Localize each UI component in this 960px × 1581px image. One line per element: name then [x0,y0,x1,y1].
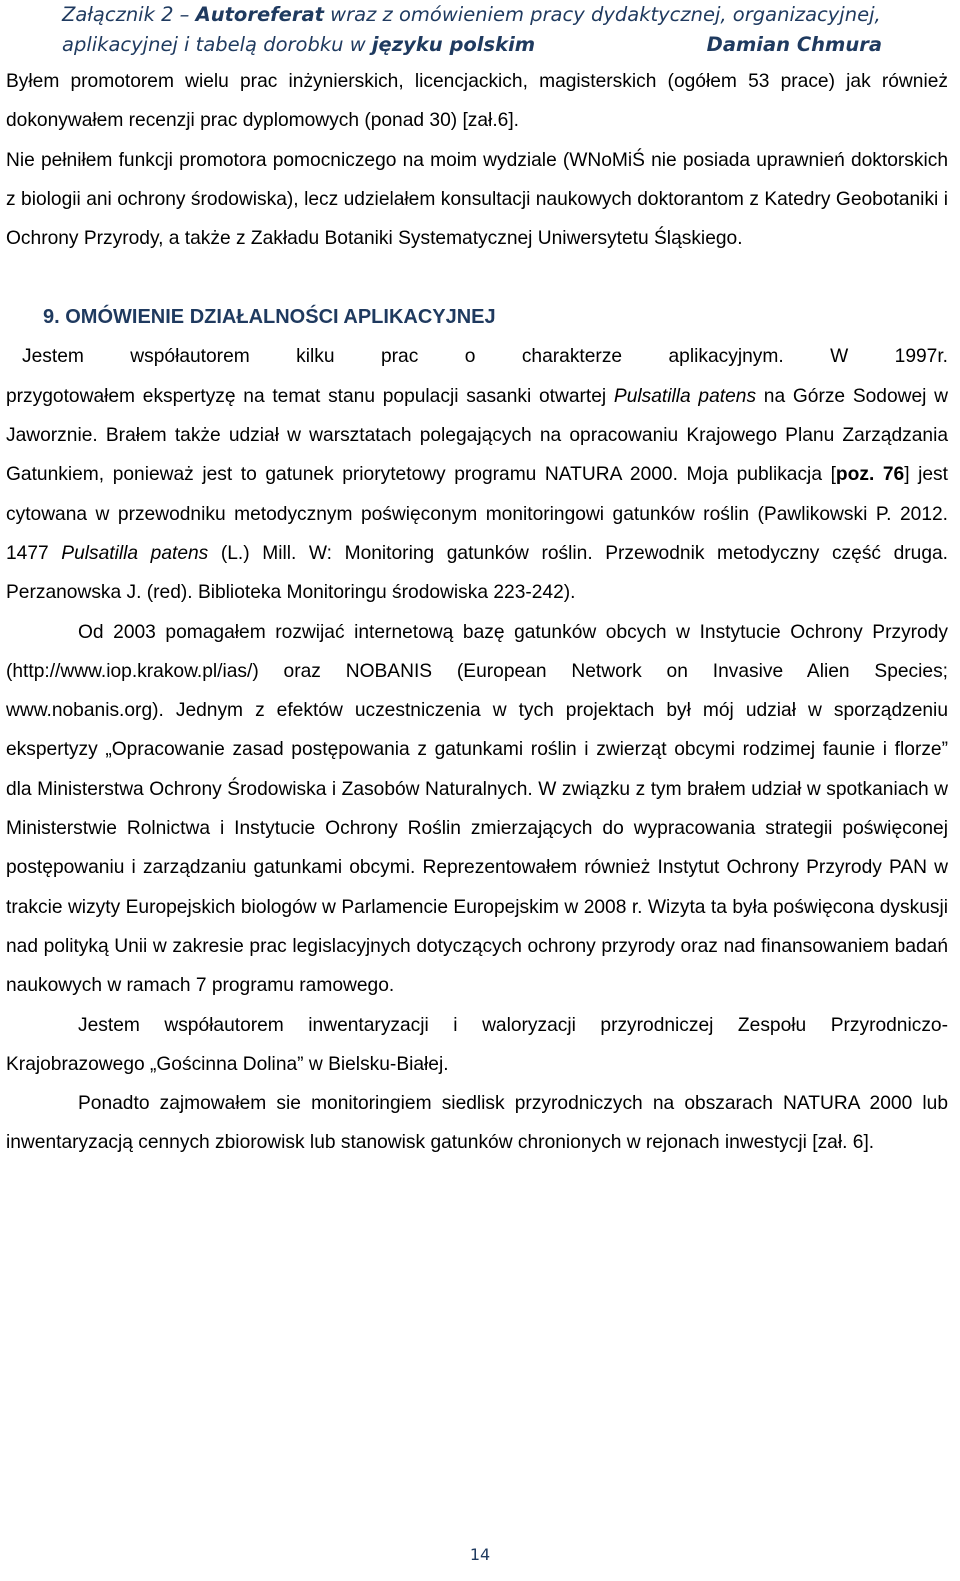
header-text [62,30,535,60]
paragraph-alien-species: Od 2003 pomagałem rozwijać internetową bazę gatunków obcych w Instytucie Ochrony Przyrody (http://www.iop.krakow.pl/ias/) oraz NOBANIS (European Network on Invasive Alien Species; www.nobanis.org). Jednym z efektów uczestniczenia w tych projektach był mój udział w sporządzeniu ekspertyzy „Opracowanie zasad postępowania z gatunkami roślin i zwierząt obcymi rodzimej faunie i florze” dla Ministerstwa Ochrony Środowiska i Zasobów Naturalnych. W związku z tym brałem udział w spotkaniach w Ministerstwie Rolnictwa i Instytucie Ochrony Roślin zmierzających do wypracowania strategii poświęconej postępowaniu i zarządzaniu gatunkami obcymi. Reprezentowałem również Instytut Ochrony Przyrody PAN w trakcie wizyty Europejskich biologów w Parlamencie Europejskim w 2008 r. Wizyta ta była poświęcona dyskusji nad polityką Unii w zakresie prac legislacyjnych dotyczących ochrony przyrody oraz nad finansowaniem badań naukowych w ramach 7 programu ramowego. [6,621,948,997]
header-line-2 [62,30,882,60]
document-body [6,62,948,1163]
paragraph-applied-line1: Jestem współautorem kilku prac o charakterze aplikacyjnym. W 1997r. [22,346,948,368]
species-name: Pulsatilla patens [613,385,757,407]
species-name: Pulsatilla patens [61,542,209,564]
page-number: 14 [469,1545,491,1564]
paragraph-consultations: Nie pełniłem funkcji promotora pomocniczego na moim wydziale (WNoMiŚ nie posiada uprawnień doktorskich z biologii ani ochrony środowiska), lecz udzielałem konsultacji naukowych doktorantom z Katedry Geobotaniki i Ochrony Przyrody, a także z Zakładu Botaniki Systematycznej Uniwersytetu Śląskiego. [6,149,948,250]
paragraph-inventory: Jestem współautorem inwentaryzacji i waloryzacji przyrodniczej Zespołu Przyrodniczo-Krajobrazowego „Gościnna Dolina” w Bielsku-Białej. [6,1014,948,1075]
reference-label: poz. [835,464,875,486]
header-text-part: aplikacyjnej i tabelą dorobku w [62,33,372,56]
paragraph-promotion: Byłem promotorem wielu prac inżynierskich, licencjackich, magisterskich (ogółem 53 prace) jak również dokonywałem recenzji prac dyplomowych (ponad 30) [zał.6]. [6,71,948,132]
section-number: 9. [43,306,60,329]
text-run [874,464,883,485]
text-run: ] jest cytowana w przewodniku metodycznym poświęconym monitoringowi gatunków roślin (Pawlikowski P. 2012. 1477 [6,464,948,564]
section-heading [43,297,948,337]
page-header [62,0,882,60]
header-bold-text: Autoreferat [195,3,324,26]
reference-number: 76 [882,464,905,486]
header-text: wraz z omówieniem pracy dydaktycznej, organizacyjnej, [323,3,881,26]
paragraph-applied [6,377,948,613]
spacer [6,258,948,297]
text-run: przygotowałem ekspertyzę na temat stanu populacji sasanki otwartej [6,385,614,407]
header-text: Załącznik 2 – [62,3,196,26]
text-run: na Górze Sodowej w Jaworznie. Brałem także udział w warsztatach polegających na opracowaniu Krajowego Planu Zarządzania Gatunkiem, ponieważ jest to gatunek priorytetowy programu NATURA 2000. Moja publikacja [ [6,385,949,486]
header-line-1 [62,0,882,30]
header-author: Damian Chmura [706,33,882,56]
text-run: (L.) Mill. W: Monitoring gatunków roślin. Przewodnik metodyczny część druga. Perzanowska J. (red). Biblioteka Monitoringu środowiska 223-242). [6,542,949,604]
paragraph-monitoring: Ponadto zajmowałem sie monitoringiem siedlisk przyrodniczych na obszarach NATURA 2000 lub inwentaryzacją cennych zbiorowisk lub stanowisk gatunków chronionych w rejonach inwestycji [zał. 6]. [6,1093,948,1154]
section-title: OMÓWIENIE DZIAŁALNOŚCI APLIKACYJNEJ [65,306,496,329]
header-bold-text: języku polskim [371,33,536,56]
